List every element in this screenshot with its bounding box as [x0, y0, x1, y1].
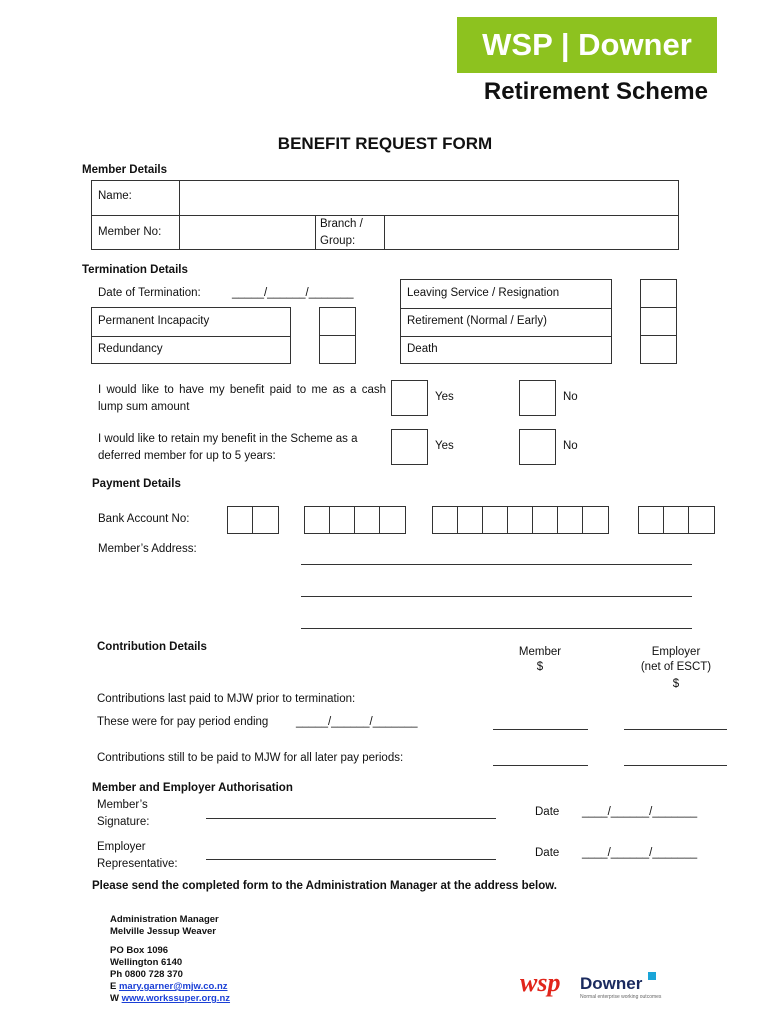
- account-number-boxes[interactable]: [432, 506, 609, 534]
- contribution-details-heading: Contribution Details: [97, 641, 207, 653]
- pay-period-date-field[interactable]: _____/______/_______: [296, 716, 418, 728]
- retain-no-label: No: [563, 440, 578, 452]
- contact-web-row: W www.workssuper.org.nz: [110, 993, 231, 1004]
- downer-tagline: Normal enterprise working outcomes: [580, 994, 662, 1000]
- address-line-3[interactable]: [301, 628, 692, 629]
- authorisation-heading: Member and Employer Authorisation: [92, 782, 293, 794]
- name-label: Name:: [98, 190, 132, 202]
- date-of-termination-field[interactable]: _____/______/_______: [232, 287, 354, 299]
- contact-po-box: PO Box 1096: [110, 945, 169, 956]
- contact-phone: Ph 0800 728 370: [110, 969, 183, 980]
- member-signature-field[interactable]: [206, 818, 496, 819]
- employer-date-field[interactable]: ____/______/_______: [582, 847, 698, 859]
- lump-sum-yes-label: Yes: [435, 391, 454, 403]
- retain-question: I would like to retain my benefit in the Scheme as a deferred member for up to 5 years:: [98, 433, 358, 462]
- employer-signature-field[interactable]: [206, 859, 496, 860]
- member-date-label: Date: [535, 806, 560, 818]
- option-retirement: Retirement (Normal / Early): [407, 315, 547, 327]
- lump-sum-question: I would like to have my benefit paid to me as a cash lump sum amount: [98, 384, 386, 413]
- footer-wsp-downer-logo: [520, 970, 660, 1004]
- address-line-mjw: Melville Jessup Weaver: [110, 926, 216, 937]
- address-line-admin: Administration Manager: [110, 914, 219, 925]
- employer-last-paid-amount[interactable]: [624, 729, 727, 730]
- branch-group-field[interactable]: [385, 215, 678, 249]
- checkbox-retain-no[interactable]: [519, 429, 556, 465]
- checkbox-redundancy[interactable]: [319, 335, 356, 364]
- member-no-field[interactable]: [180, 215, 315, 249]
- email-link[interactable]: mary.garner@mjw.co.nz: [118, 981, 228, 992]
- checkbox-lump-sum-yes[interactable]: [391, 380, 428, 416]
- member-column-header: Member: [518, 646, 562, 658]
- option-redundancy: Redundancy: [98, 343, 163, 355]
- employer-note: (net of ESCT): [640, 661, 712, 673]
- website-link[interactable]: www.workssuper.org.nz: [121, 993, 231, 1004]
- employer-currency: $: [672, 678, 680, 690]
- option-leaving-service: Leaving Service / Resignation: [407, 287, 560, 299]
- member-currency: $: [536, 661, 544, 673]
- pay-period-label: These were for pay period ending: [97, 716, 269, 728]
- retain-yes-label: Yes: [435, 440, 454, 452]
- employer-column-header: Employer: [651, 646, 701, 658]
- downer-logo-text: Downer: [580, 974, 643, 993]
- suffix-boxes[interactable]: [638, 506, 715, 534]
- member-date-field[interactable]: ____/______/_______: [582, 806, 698, 818]
- payment-details-heading: Payment Details: [92, 478, 181, 490]
- checkbox-lump-sum-no[interactable]: [519, 380, 556, 416]
- wsp-logo-text: wsp: [520, 968, 561, 997]
- contact-email-row: E mary.garner@mjw.co.nz: [110, 981, 228, 992]
- employer-still-paid-amount[interactable]: [624, 765, 727, 766]
- bank-account-label: Bank Account No:: [98, 513, 190, 525]
- member-still-paid-amount[interactable]: [493, 765, 588, 766]
- member-details-heading: Member Details: [82, 164, 168, 176]
- employer-date-label: Date: [535, 847, 560, 859]
- contact-city: Wellington 6140: [110, 957, 183, 968]
- members-address-label: Member’s Address:: [98, 543, 197, 555]
- checkbox-death[interactable]: [640, 335, 677, 364]
- member-no-label: Member No:: [98, 226, 162, 238]
- downer-mark-icon: [648, 972, 656, 980]
- checkbox-permanent-incapacity[interactable]: [319, 307, 356, 336]
- send-instruction: Please send the completed form to the Administration Manager at the address below.: [92, 880, 557, 892]
- form-title: BENEFIT REQUEST FORM: [277, 134, 493, 153]
- bank-code-boxes[interactable]: [227, 506, 279, 534]
- contributions-still-to-be-paid: Contributions still to be paid to MJW for all later pay periods:: [97, 752, 404, 764]
- address-line-2[interactable]: [301, 596, 692, 597]
- employer-representative-label: Employer Representative:: [97, 841, 178, 870]
- option-permanent-incapacity: Permanent Incapacity: [98, 315, 210, 327]
- date-of-termination-label: Date of Termination:: [98, 287, 201, 299]
- checkbox-retirement[interactable]: [640, 307, 677, 336]
- option-death: Death: [407, 343, 438, 355]
- member-signature-label: Member’s Signature:: [97, 799, 150, 828]
- checkbox-retain-yes[interactable]: [391, 429, 428, 465]
- member-last-paid-amount[interactable]: [493, 729, 588, 730]
- lump-sum-no-label: No: [563, 391, 578, 403]
- contributions-last-paid: Contributions last paid to MJW prior to termination:: [97, 693, 356, 705]
- termination-details-heading: Termination Details: [82, 264, 188, 276]
- checkbox-leaving-service[interactable]: [640, 279, 677, 308]
- wsp-downer-logo: WSP | Downer: [457, 17, 717, 73]
- name-field[interactable]: [180, 181, 678, 214]
- branch-code-boxes[interactable]: [304, 506, 406, 534]
- branch-group-label: Branch / Group:: [320, 218, 363, 247]
- scheme-title: Retirement Scheme: [483, 78, 708, 105]
- address-line-1[interactable]: [301, 564, 692, 565]
